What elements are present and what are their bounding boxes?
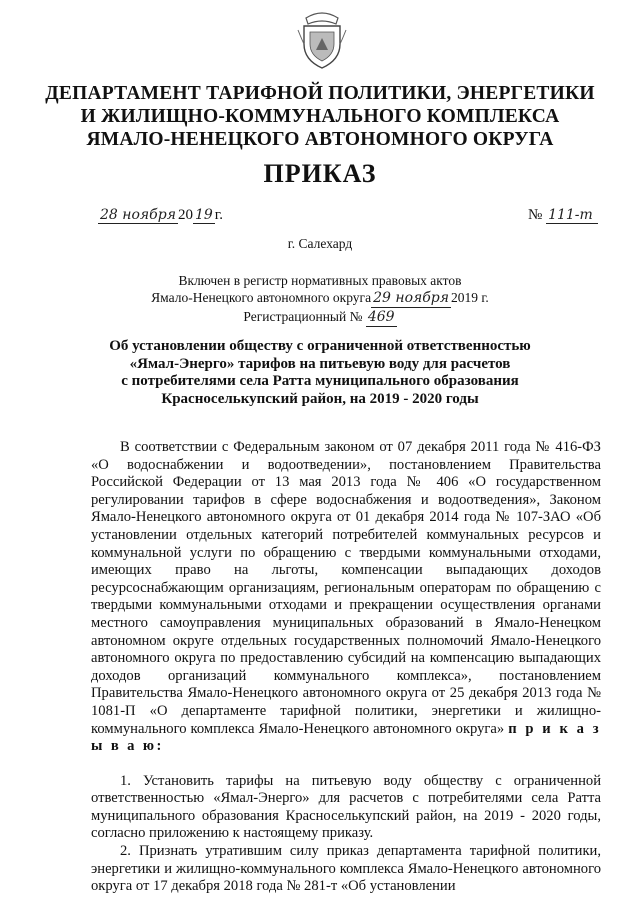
subject-line-3: с потребителями села Ратта муниципального образования <box>121 373 519 389</box>
order-body <box>91 439 601 896</box>
city: г. Салехард <box>287 236 353 251</box>
date-suffix: г. <box>214 207 224 223</box>
coat-of-arms-emblem <box>296 10 348 72</box>
order-number <box>528 207 598 224</box>
preamble-text: В соответствии с Федеральным законом от 07 декабря 2011 года № 416-ФЗ «О водоснабжении и водоотведении», постановлением Правительства Российской Федерации от 13 мая 2013 года № 406 «О государственном регулировании тарифов в сфере водоснабжения и водоотведения», Законом Ямало-Ненецкого автономного округа от 01 декабря 2014 года № 107-ЗАО «Об установлении отдельных категорий потребителей коммунальных ресурсов и коммунальной услуги по обращению с твердыми коммунальными отходами, имеющих право на льготы, компенсации выпадающих доходов ресурсоснабжающим организациям, региональным операторам по обращению с твердыми коммунальными отходами и прекращении осуществления органами местного самоуправления муниципальных образований в Ямало-Ненецком автономном округе отдельных государственных полномочий Ямало-Ненецкого автономного округа по предоставлению субсидий на компенсацию выпадающих доходов организаций коммунального комплекса», постановлением Правительства Ямало-Ненецкого автономного округа от 25 декабря 2013 года № 1081-П «О департаменте тарифной политики, энергетики и жилищно-коммунального комплекса Ямало-Ненецкого автономного округа» <box>91 439 601 737</box>
registry-stamp <box>0 272 640 327</box>
registry-line-1: Включен в регистр нормативных правовых актов <box>178 273 462 288</box>
department-name-line-3: ЯМАЛО-НЕНЕЦКОГО АВТОНОМНОГО ОКРУГА <box>86 129 554 150</box>
registry-line-3-prefix: Регистрационный № <box>243 309 363 324</box>
registry-line-2-prefix: Ямало-Ненецкого автономного округа <box>151 290 372 305</box>
date-year-handwritten: 19 <box>194 207 213 223</box>
date-handwritten: 28 ноября <box>100 207 176 223</box>
registry-line-2 <box>0 289 640 308</box>
document-title: ПРИКАЗ <box>263 159 377 188</box>
subject-line-1: Об установлении обществу с ограниченной ответственностью <box>109 338 531 354</box>
registry-line-2-suffix: 2019 г. <box>451 290 489 305</box>
order-word: п р и к а з ы в а ю: <box>91 720 601 755</box>
number-label: № <box>528 207 543 223</box>
department-name-line-2: И ЖИЛИЩНО-КОММУНАЛЬНОГО КОМПЛЕКСА <box>80 106 560 127</box>
order-subject <box>60 338 580 408</box>
registry-number-handwritten: 469 <box>367 309 395 325</box>
item-2-paragraph: 2. Признать утратившим силу приказ департамента тарифной политики, энергетики и жилищно-коммунального комплекса Ямало-Ненецкого автономного округа от 17 декабря 2018 года № 281-т «Об установлении <box>91 843 601 895</box>
registry-line-3 <box>0 308 640 327</box>
registry-date-handwritten: 29 ноября <box>373 290 450 306</box>
subject-line-4: Красноселькупский район, на 2019 - 2020 годы <box>161 390 479 407</box>
preamble-paragraph <box>91 439 601 756</box>
date-year-prefix: 20 <box>177 207 193 223</box>
subject-line-2: «Ямал-Энерго» тарифов на питьевую воду для расчетов <box>129 355 511 372</box>
order-date <box>98 207 223 224</box>
item-1-paragraph: 1. Установить тарифы на питьевую воду обществу с ограниченной ответственностью «Ямал-Энерго» для расчетов с потребителями села Ратта муниципального образования Красноселькупский район, на 2019 - 2020 годы, согласно приложению к настоящему приказу. <box>91 772 601 842</box>
number-handwritten: 111-т <box>546 207 598 224</box>
department-name-line-1: ДЕПАРТАМЕНТ ТАРИФНОЙ ПОЛИТИКИ, ЭНЕРГЕТИКИ <box>45 83 595 104</box>
